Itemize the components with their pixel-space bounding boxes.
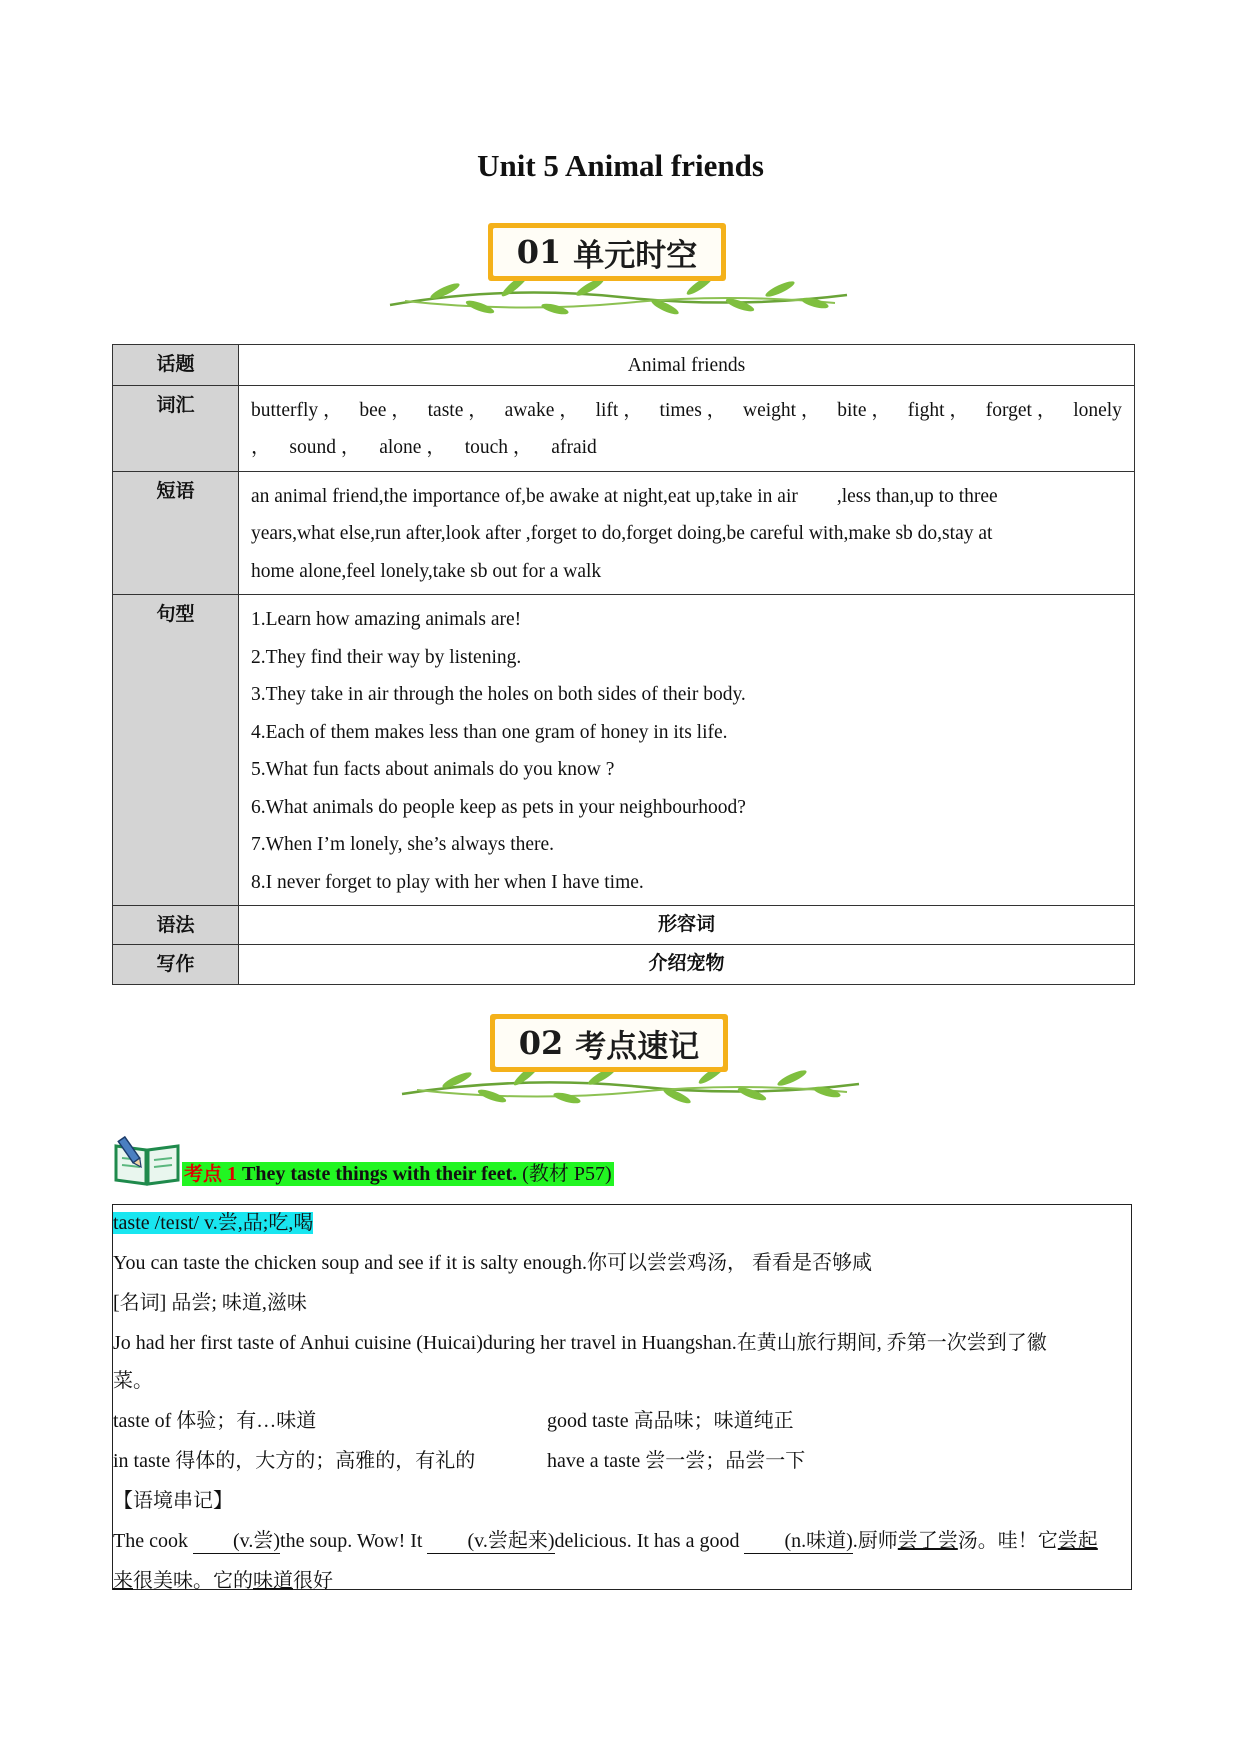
- vocab-word: bee ，: [359, 399, 411, 421]
- key-point-title: [182, 1162, 614, 1186]
- key-point-label: 考点: [184, 1163, 223, 1185]
- grammar-value: 形容词: [239, 906, 1135, 945]
- vocab-word: sound ，: [289, 437, 361, 458]
- phrase-item: taste of 体验；有…味道: [113, 1410, 317, 1432]
- table-row-topic: [113, 345, 1135, 386]
- phrases-line: an animal friend,the importance of,be awake at night,eat up,take in air ,less than,up to three: [251, 485, 998, 507]
- open-book-pencil-icon: [112, 1132, 184, 1188]
- example-sentence: Jo had her first taste of Anhui cuisine (Huicai)during her travel in Huangshan.在黄山旅行期间, 乔第一次尝到了徽: [113, 1332, 1047, 1354]
- phrases-line: years,what else,run after,look after ,forget to do,forget doing,be careful with,make sb do,stay at: [251, 523, 993, 544]
- example-sentence: You can taste the chicken soup and see if it is salty enough.你可以尝尝鸡汤， 看看是否够咸: [113, 1252, 872, 1274]
- context-text: the soup. Wow! It: [280, 1530, 423, 1552]
- phrases-line: home alone,feel lonely,take sb out for a walk: [251, 560, 602, 582]
- context-text: 汤。哇！它: [957, 1530, 1058, 1552]
- vocab-word: taste ，: [427, 399, 488, 421]
- vocab-word: touch ，: [464, 437, 533, 458]
- sentence-item: 6.What animals do people keep as pets in your neighbourhood?: [251, 796, 746, 818]
- underlined-text: 尝起: [1057, 1530, 1098, 1552]
- vocab-word: forget ，: [985, 399, 1057, 421]
- vocab-word: afraid: [551, 437, 597, 458]
- key-point-number: 1: [227, 1163, 238, 1185]
- context-sentence: [113, 1521, 1098, 1561]
- vocab-word: ，: [251, 437, 271, 458]
- section-banner-key-points: [397, 1006, 867, 1106]
- unit-overview-table: [112, 344, 1135, 985]
- vocab-word: lonely: [1073, 399, 1122, 421]
- row-header-vocab: 词汇: [113, 385, 239, 471]
- sentence-item: 8.I never forget to play with her when I have time.: [251, 871, 644, 893]
- blank-hint: (n.味道): [784, 1530, 853, 1552]
- row-header-grammar: 语法: [113, 906, 239, 945]
- fill-blank: [427, 1529, 554, 1554]
- vocab-word: fight ，: [907, 399, 969, 421]
- context-sentence-cont: [113, 1561, 333, 1601]
- sentence-item: 4.Each of them makes less than one gram of honey in its life.: [251, 721, 728, 743]
- writing-value: 介绍宠物: [239, 944, 1135, 985]
- row-header-topic: 话题: [113, 345, 239, 386]
- page-title: Unit 5 Animal friends: [477, 148, 764, 183]
- vocab-word: weight ，: [742, 399, 821, 421]
- sentence-item: 2.They find their way by listening.: [251, 646, 522, 668]
- table-row-phrases: [113, 471, 1135, 595]
- underlined-text: 尝了尝: [897, 1530, 958, 1552]
- row-header-writing: 写作: [113, 944, 239, 985]
- vocab-word: bite ，: [837, 399, 891, 421]
- table-row-writing: [113, 944, 1135, 985]
- sentence-item: 3.They take in air through the holes on both sides of their body.: [251, 684, 746, 705]
- phrase-item: in taste 得体的，大方的；高雅的，有礼的: [113, 1450, 476, 1472]
- blank-hint: (v.尝): [232, 1530, 281, 1552]
- context-text: .厨师: [852, 1530, 898, 1552]
- phrase-item: good taste 高品味；味道纯正: [547, 1410, 794, 1432]
- key-point-box: [112, 1204, 1132, 1590]
- vocab-word: lift ，: [595, 399, 643, 421]
- blank-hint: (v.尝起来): [467, 1530, 555, 1552]
- sentence-item: 5.What fun facts about animals do you know ?: [251, 759, 615, 780]
- banner-plaque: [490, 1014, 728, 1072]
- vocab-word: times ，: [659, 399, 727, 421]
- context-text: 很好: [293, 1570, 333, 1592]
- vocab-word: awake ，: [504, 399, 579, 421]
- key-point-sentence: They taste things with their feet.: [242, 1163, 518, 1185]
- banner-number: 02: [518, 1024, 564, 1062]
- context-text: 很美味。它的: [133, 1570, 253, 1592]
- banner-plaque: [488, 223, 726, 281]
- fill-blank: [744, 1529, 852, 1554]
- banner-number: 01: [516, 233, 562, 271]
- vocab-words: [239, 385, 1135, 471]
- fill-blank: [193, 1529, 280, 1554]
- example-sentence-cont: 菜。: [113, 1370, 153, 1392]
- underlined-text: 来: [113, 1570, 133, 1592]
- row-header-sentences: 句型: [113, 595, 239, 906]
- topic-value: Animal friends: [239, 345, 1135, 386]
- phrases-text: [239, 471, 1135, 595]
- context-text: delicious. It has a good: [554, 1530, 740, 1552]
- key-point-source: (教材 P57): [522, 1163, 612, 1185]
- phrase-item: have a taste 尝一尝；品尝一下: [547, 1450, 806, 1472]
- headword-entry: taste /teɪst/ v.尝,品;吃,喝: [113, 1212, 314, 1234]
- banner-label: 单元时空: [573, 237, 698, 274]
- vocab-word: butterfly ，: [251, 399, 343, 421]
- sentence-item: 7.When I’m lonely, she’s always there.: [251, 834, 555, 855]
- table-row-sentences: [113, 595, 1135, 906]
- section-banner-unit-overview: [385, 215, 855, 315]
- table-row-grammar: [113, 906, 1135, 945]
- row-header-phrases: 短语: [113, 471, 239, 595]
- vocab-word: alone ，: [379, 437, 446, 458]
- table-row-vocab: [113, 385, 1135, 471]
- context-title: 【语境串记】: [113, 1490, 233, 1512]
- sentence-item: 1.Learn how amazing animals are!: [251, 609, 522, 630]
- context-text: The cook: [113, 1530, 188, 1552]
- banner-label: 考点速记: [575, 1028, 700, 1065]
- noun-definition: [名词] 品尝; 味道,滋味: [113, 1292, 307, 1314]
- sentence-list: [239, 595, 1135, 906]
- underlined-text: 味道: [253, 1570, 293, 1592]
- key-point-heading: [112, 1132, 812, 1185]
